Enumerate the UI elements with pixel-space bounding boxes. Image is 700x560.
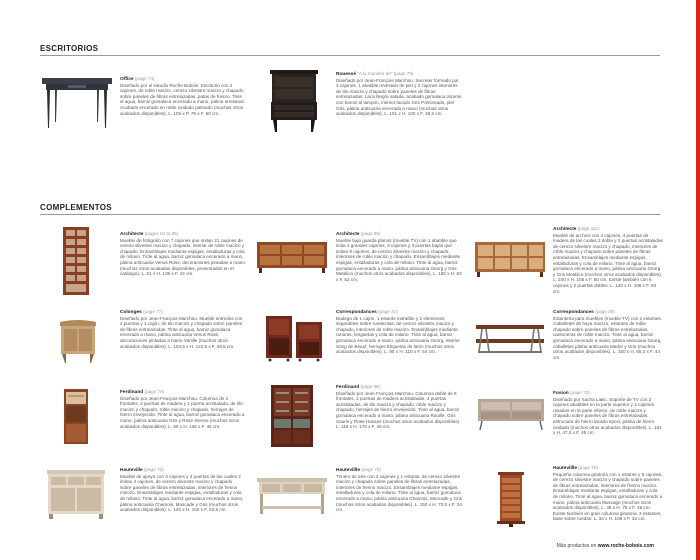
item-page-ref: (page 77) (143, 309, 163, 314)
item-text: Mueble de apoyo con 3 cajones y 4 puertas de las cuales 2 imitan 4 cajones, de cerezo silvestre macizo y chapado sobre paneles de fibras entrelazadas, interiores de fresno macizo. Ensamblajes mediante espigas, entalladuras y cola de milano. Tinte al agua, barniz gomalaca encerado a mano, pátina anticuaria Chamois, Muscade y Gris (muchos otros acabados disponibles). L. 120 x H. 102 x F. 63,5 cm. (120, 473, 244, 513)
item-page-ref: (page 78) (578, 465, 598, 470)
item-text: Bodega de 1 cajón, 1 estante extraíble y 2 elementos separables sobre ruedecitas, de cerezo silvestre macizo y chapado, interiores de roble macizo. Ensamblajes mediante ranuras, lengüetas y cola de milano. Tinte al agua, barniz gomalaca encerado a mano, pátina anticuaria Georg, interior Sang de Beauf, herrajes Etiquetas de latón (muchos otros acabados disponibles). L. 90 x H. 110 x F. 54 cm. (336, 315, 460, 355)
item-page-ref: (page 30) (595, 309, 615, 314)
item-page-ref: (page 78) (361, 467, 381, 472)
item-text: Diseñado por el estudio Roche Bobois. Escritorio con 2 cajones, de roble macizo, cerezo silvestre macizo y chapado sobre paneles de fibras entrelazadas, patas de fresno. Tinte al agua, barniz gomalaca encerado a mano, pátina artesanal. Acabado encerado en roble oxidado patinado (muchos otros acabados disponibles). L. 105 x P. 75 x F. 60 cm. (120, 82, 245, 116)
item-page-ref: (page 112) (577, 226, 600, 231)
item-name: Hauteville (120, 468, 143, 473)
rouesse-secretary-image (266, 68, 322, 134)
item-name: Architecte (120, 232, 144, 237)
correspondances-tv-shelf-image (474, 322, 546, 354)
item-description (120, 309, 245, 371)
item-description (120, 467, 245, 529)
item-text: Trinero de arte con 3 cajones y 1 estante, de cerezo silvestre macizo y chapado sobre paneles de fibras entrelazadas, interiores de fresno macizo. Ensamblajes mediante espigas, entalladuras y cola de milano. Tinte al agua, barniz gomalaca encerado a mano, pátina anticuaria Chamois, Muscade y Gris (muchos otros acabados disponibles). L. 150 x H. 70,5 x F. 34 cm. (336, 473, 462, 513)
item-text: Diseñado por Sacha Lakic. Soporte de TV con 2 cajones abatibles en la parte superior y 2 cajones rasados en la parte inferior, de roble macizo y chapado sobre paneles de fibras entrelazadas, estructura de hierro lacado epoxi, pátina de hierro oxidado (muchos otros acabados disponibles). L. 151 x H. 47,5 x F. 45 cm. (553, 396, 662, 436)
item-page-ref: (page 76) (143, 467, 164, 472)
item-page-ref: (page 68) (360, 384, 381, 389)
item-description (336, 384, 462, 456)
item-name: Fusion (553, 391, 569, 396)
ferdinand-column-image (62, 388, 90, 446)
item-name: Architecte (336, 232, 360, 237)
item-name: Hautevillle (553, 466, 577, 471)
item-name: Colonges (120, 310, 142, 315)
item-text: Mueble de fotógrafo con 7 cajones que imitan 21 cajones de cerezo silvestre macizo y chapado, interior de roble macizo y chapado. Ensamblajes mediante espigas, entalladuras y cola de milano. Tinte al agua, barniz gomalaca encerado a mano, pátina anticuaria Venus Rose, decoraciones pintadas a mano (muchos otros acabados disponibles, presentados en el catálogo). L. 61 x H. 138 x F. 42 cm. (120, 237, 245, 277)
fusion-tv-stand-image (476, 396, 546, 432)
item-name: Ferdinand (120, 390, 144, 395)
item-description (336, 71, 462, 139)
item-description (553, 309, 663, 377)
item-text: Diseñado por Jean-François Marchou. Secreter formado por 3 cajones, 1 abatible revestido de piel y 2 cajones interiores de tilo macizo y chapado sobre paneles de fibras entrelazadas. Laca Negra satada, acabado gomalaca tintante con barniz al tampón, interior lacado Gris Polvoreado, piel Gris, pátina anticuaria encerada a mano (muchos otros acabados disponibles). L. 101 x H. 130 x F. 46,5 cm. (336, 77, 462, 117)
item-text: Estantería para muebles (mueble TV) con 2 estantes. Caballetes de haya macizo, estantes de roble chapado sobre paneles de fibras entrelazadas, cantoneras de roble macizo. Tinte al agua, barniz gomalaca encerado a mano, pátina anticuaria Georg, caballetes pátina anticuaria Mador y Gris (muchos otros acabados disponibles). L. 160 x H. 60,3 x F. 44 cm. (553, 315, 662, 360)
section-divider (40, 214, 660, 215)
section-divider (40, 55, 660, 56)
section-title-complementos: COMPLEMENTOS (40, 203, 112, 212)
item-description (336, 231, 462, 299)
architecte-tall-cabinet-image (62, 226, 90, 296)
item-text: Diseñado por Jean-François Marchou. Columna de 2 frontales, 2 puertas de madera y 1 puerta acristalada, de tilo macizo y chapado, roble macizo y chapado, herrajes de hierro envejecido. Tinte al agua, barniz gomalaca encerado a mano, pátina anticuaria Gris y Rose Sienne (muchos otros acabados disponibles). L. 60 x H. 136 x F. 45 cm. (120, 395, 245, 429)
item-description (553, 390, 663, 452)
item-description (336, 309, 462, 377)
hautevillle-sideboard-image (46, 468, 106, 520)
item-text: Diseñado por Jean-François Marchou. Columna doble de 8 frontales, 2 puertas de madera acristaladas, 4 puertas acristaladas, de tilo macizo y chapado, roble macizo y chapado, herrajes de hierro envejecido. Tinte al agua, barniz gomalaca encerado a mano, pátina anticuaria Rouille, Gris Souris y Rose Havane (muchos otros acabados disponibles). L. 118 x H. 178 x F. 45 cm. (336, 390, 461, 430)
item-page-ref: "A la manière de" (page 79) (357, 71, 414, 76)
item-name: Ferdinand (336, 385, 360, 390)
item-page-ref: (page 73) (570, 390, 590, 395)
footer-website (557, 543, 654, 549)
item-name: Rouessé (336, 72, 356, 77)
hautevillle-revolving-column-image (494, 470, 528, 528)
item-description (120, 231, 245, 293)
footer-link[interactable]: www.roche-bobois.com (597, 543, 654, 549)
hautevillle-console-image (256, 476, 328, 516)
item-description (120, 389, 245, 451)
footer-prefix: Más productos en (556, 543, 597, 549)
item-description (553, 226, 663, 298)
item-page-ref: (page 85) (360, 231, 381, 236)
item-description (120, 76, 245, 138)
item-text: Mueble bajo guarda planos (mueble TV) con 1 abatible que imita 2 grandes cajones, 3 cajones y 3 puertas bajas que imitan 6 cajones, de cerezo silvestre macizo y chapado, interiores de roble macizo y chapado. Ensamblajes mediante espigas, entalladuras y cola de milano. Tinte al agua, barniz gomalaca encerado a mano, pátina anticuaria Georg y Gris Metálico (muchos otros acabados disponibles). L. 160 x H. 63 x F. 52 cm. (336, 237, 462, 282)
item-description (553, 465, 663, 537)
item-name: Architecte (553, 227, 577, 232)
item-name: Correspondances (336, 310, 377, 315)
item-text: Pequeña columna giratoria con 1 estante y 6 cajones, de cerezo silvestre macizo y chapado sobre paneles de fibras entrelazadas, interiores de fresno macizo. Ensamblajes mediante espigas, entalladuras y cola de milano. Tinte al agua, barniz gomalaca encerado a mano, pátina anticuaria Muscage (muchos otros acabados disponibles). L. 46 x H. 75 x F. 46 cm. Existe también en gran columna giratoria, 3 estantes, base sobre ruedas: L. 34 x H. 108 x F. 32 cm. (553, 471, 663, 522)
item-page-ref: (page 74) (134, 76, 155, 81)
item-description (336, 467, 462, 535)
item-text: Diseñado por Jean-François Marchou. Mueble entredos con 2 puertas y 1 cajón, de tilo macizo y chapado sobre paneles de fibras entrelazadas. Tinte al agua, barniz gomalaca encerado a mano, pátina anticuaria Venus Rose, decoraciones pintadas a mano Vanille (muchos otros acabados disponibles). L. 104,5 x H. 122,5 x F. 46,5 cm. (120, 315, 243, 349)
office-desk-image (40, 72, 114, 130)
ferdinand-double-column-image (270, 384, 314, 448)
item-page-ref: (page 31) (378, 309, 398, 314)
architecte-low-cabinet-image (256, 240, 328, 274)
section-title-escritorios: ESCRITORIOS (40, 44, 99, 53)
item-name: Office (120, 77, 134, 82)
item-page-ref: (page 70) (144, 389, 165, 394)
colonges-sideboard-image (58, 318, 98, 364)
item-name: Correspondances (553, 310, 594, 315)
architecte-archive-cabinet-image (474, 240, 546, 278)
correspondances-bar-image (264, 314, 324, 362)
item-page-ref: (pages 84 to 85) (144, 231, 179, 236)
item-text: Mueble de archivo con 4 cajones, 4 puertas de madera de las cuales 2 doble y 2 puertas acristaladas de cerezo silvestre macizo y chapado, interiores de roble macizo y chapado sobre paneles de fibras entrelazadas. Ensamblajes mediante espigas, entalladuras y cola de milano. Tinte al agua, barniz gomalaca encerado a mano, pátina anticuaria Georg y Gris Metálico (muchos otros acabados disponibles). L. 240 x H. 106 x F. 50 cm. Existe también con 6 cajones y 2 puertas dobles: L. 120 x H. 106 x F. 50 cm. (553, 232, 663, 294)
right-edge-bar (696, 0, 700, 560)
item-name: Hautevillle (336, 468, 360, 473)
